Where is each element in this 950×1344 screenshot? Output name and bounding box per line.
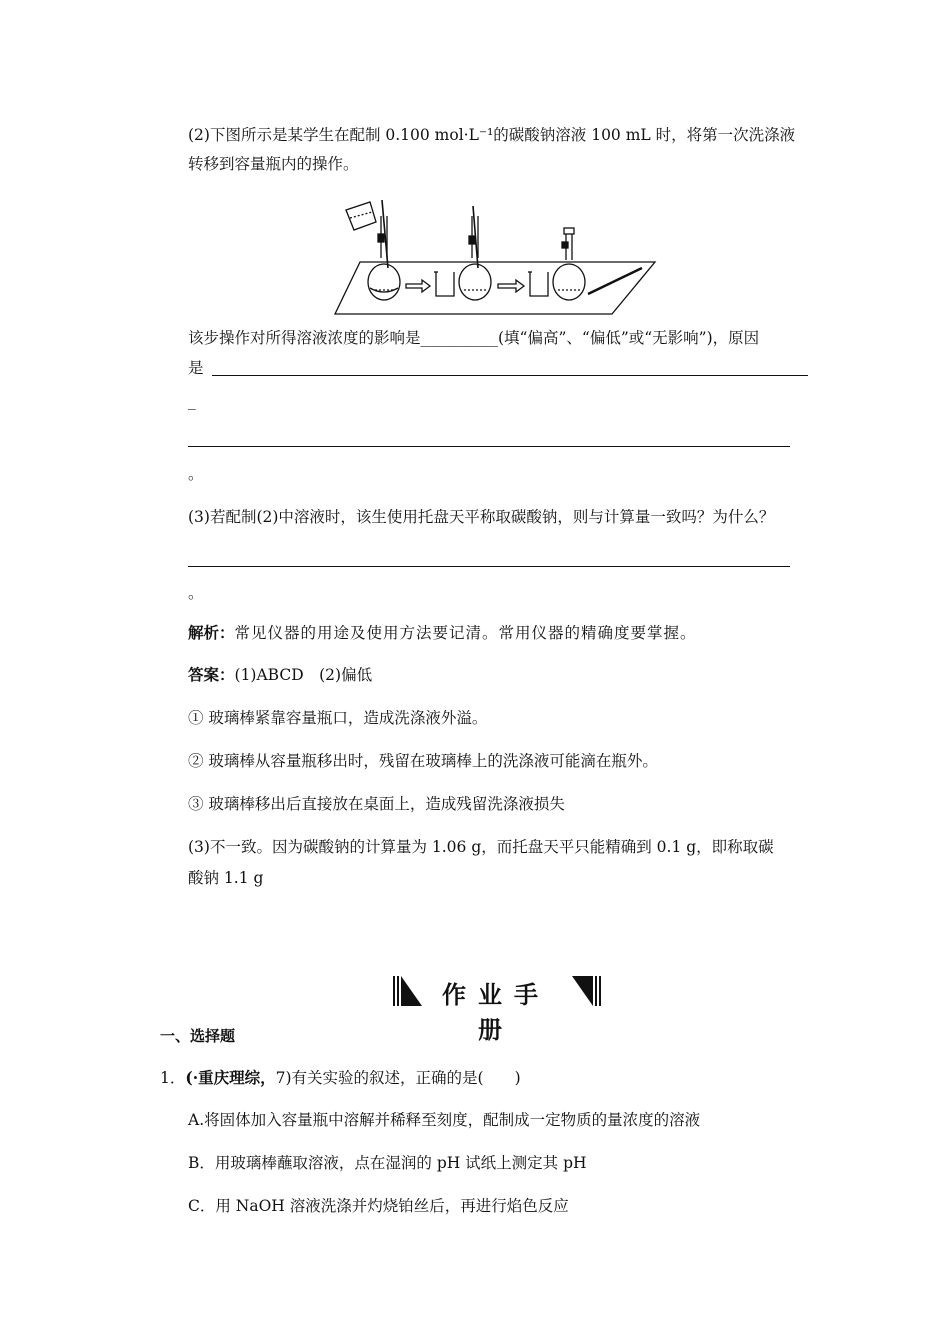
q2-line1: (2)下图所示是某学生在配制 0.100 mol·L⁻¹的碳酸钠溶液 100 mL 时，将第一次洗涤液: [188, 126, 796, 144]
arrow-1: [406, 280, 430, 292]
section-title: 一、选择题: [160, 1027, 236, 1045]
answer-q3-line2: 酸钠 1.1 g: [188, 869, 264, 887]
answer-q3-line1: (3)不一致。因为碳酸钠的计算量为 1.06 g，而托盘天平只能精确到 0.1 g，即称取碳: [188, 838, 774, 856]
question-1-stem: [160, 1067, 521, 1089]
analysis-line: [188, 622, 697, 644]
option-a[interactable]: A.将固体加入容量瓶中溶解并稀释至刻度，配制成一定物质的量浓度的溶液: [188, 1111, 701, 1129]
beaker-2: [434, 272, 454, 296]
question-1-source: (·重庆理综，: [185, 1068, 276, 1087]
glass-rod-on-bench: [588, 268, 642, 294]
q3-line1: (3)若配制(2)中溶液时，该生使用托盘天平称取碳酸钠，则与计算量一致吗？为什么？: [188, 508, 775, 526]
answer-blank-line-1[interactable]: [212, 375, 808, 376]
beaker-3: [528, 272, 548, 296]
homework-banner: [392, 973, 602, 1044]
volumetric-flask-3: [553, 228, 585, 300]
q2-line2: 转移到容量瓶内的操作。: [188, 155, 359, 173]
q2-period: 。: [188, 465, 204, 483]
q2-effect-line: 该步操作对所得溶液浓度的影响是__________(填“偏高”、“偏低”或“无影响”)，原因: [188, 329, 760, 347]
option-c[interactable]: C．用 NaOH 溶液洗涤并灼烧铂丝后，再进行焰色反应: [188, 1197, 569, 1215]
answer-item-3: ③ 玻璃棒移出后直接放在桌面上，造成残留洗涤液损失: [188, 795, 565, 813]
q2-reason-prefix: 是: [188, 359, 204, 377]
arrow-2: [498, 280, 524, 292]
q3-period: 。: [188, 584, 204, 602]
analysis-text: 常见仪器的用途及使用方法要记清。常用仪器的精确度要掌握。: [234, 624, 697, 642]
question-1-number: 1．: [160, 1069, 186, 1087]
answer-item-1: ① 玻璃棒紧靠容量瓶口，造成洗涤液外溢。: [188, 709, 488, 727]
answer-label: 答案：: [188, 665, 235, 684]
answer-line: [188, 664, 372, 686]
beaker-pouring: [346, 202, 376, 230]
answer-blank-line-2[interactable]: [188, 446, 790, 447]
analysis-label: 解析：: [188, 623, 235, 642]
answer-text: (1)ABCD (2)偏低: [234, 666, 373, 684]
banner-title: 作业手册: [442, 981, 550, 1044]
option-b[interactable]: B．用玻璃棒蘸取溶液，点在湿润的 pH 试纸上测定其 pH: [188, 1154, 587, 1172]
question-1-text: 7)有关实验的叙述，正确的是( ): [275, 1069, 521, 1087]
answer-item-2: ② 玻璃棒从容量瓶移出时，残留在玻璃棒上的洗涤液可能滴在瓶外。: [188, 752, 658, 770]
q2-dash: _: [188, 392, 196, 410]
bench-plane: [335, 262, 655, 314]
transfer-operation-figure: [330, 196, 660, 316]
answer-blank-line-3[interactable]: [188, 566, 790, 567]
